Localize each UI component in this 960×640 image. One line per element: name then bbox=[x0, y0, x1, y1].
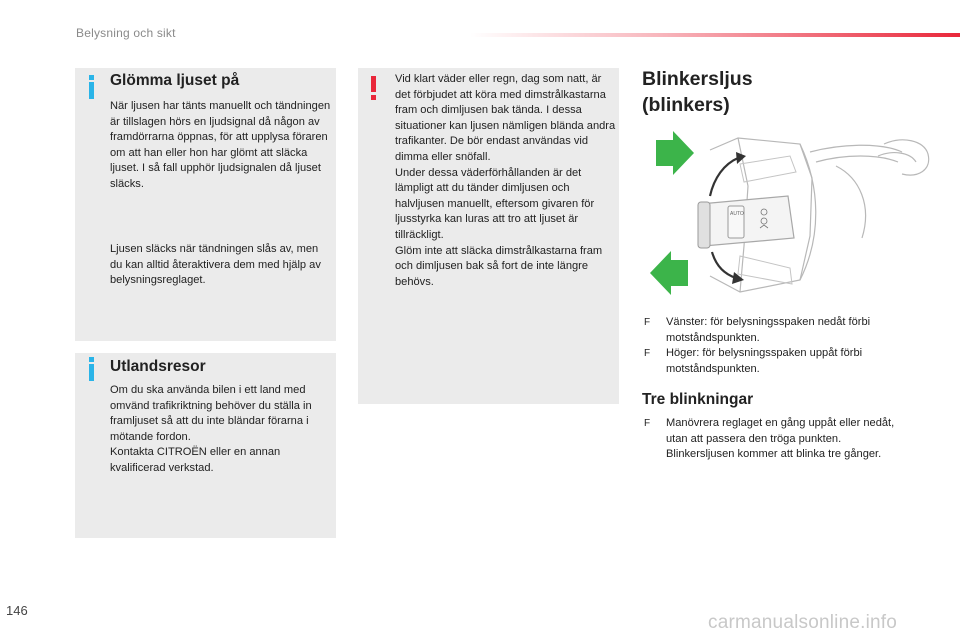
bullet-text: Manövrera reglaget en gång uppåt eller nedåt, utan att passera den tröga punkten. Blinkersljusen kommer att blinka tre gånger. bbox=[666, 417, 895, 461]
paragraph: När ljusen har tänts manuellt och tändningen är tillslagen hörs en ljudsignal då någon av framdörrarna öppnas, för att upplysa föraren om att han eller hon har glömt att släcka ljuset. I så fall upphör ljudsignalen då ljuset släcks. bbox=[110, 100, 331, 190]
turn-right-arrow-icon bbox=[656, 131, 694, 175]
three-blinks-bullet-list bbox=[642, 416, 912, 463]
paragraph: Ljusen släcks när tändningen slås av, men du kan alltid återaktivera dem med hjälp av belysningsreglaget. bbox=[110, 243, 321, 287]
list-item bbox=[642, 416, 912, 463]
paragraph: Under dessa väderförhållanden är det lämpligt att du tänder dimljusen och halvljusen manuellt, eftersom givaren för ljusstyrka kan luras att tro att ljuset är tillräckligt. bbox=[395, 166, 595, 241]
indicator-stalk-illustration bbox=[640, 126, 940, 306]
box-text bbox=[395, 72, 617, 290]
box-title: Utlandsresor bbox=[110, 358, 206, 375]
turn-left-arrow-icon bbox=[650, 251, 688, 295]
light-stalk bbox=[698, 196, 794, 248]
warning-icon bbox=[369, 76, 379, 100]
blinkers-title bbox=[642, 66, 753, 118]
page-number: 146 bbox=[6, 603, 28, 618]
paragraph: Glöm inte att släcka dimstrålkastarna fram och dimljusen bak så fort de inte längre behövs. bbox=[395, 244, 603, 288]
bullet-marker-icon: F bbox=[644, 348, 651, 360]
box-text bbox=[110, 383, 332, 477]
bullet-text: Höger: för belysningsspaken uppåt förbi motståndspunkten. bbox=[666, 347, 863, 375]
box-text bbox=[110, 99, 332, 193]
bullet-marker-icon: F bbox=[644, 317, 651, 328]
box-title: Glömma ljuset på bbox=[110, 72, 240, 89]
three-blinks-title: Tre blinkningar bbox=[642, 391, 754, 408]
info-box-forget-lights bbox=[75, 68, 336, 341]
paragraph: Om du ska använda bilen i ett land med omvänd trafikriktning behöver du ställa in framljuset så att du inte bländar förarna i mötande fordon. bbox=[110, 384, 312, 443]
list-item bbox=[642, 315, 912, 346]
watermark: carmanualsonline.info bbox=[708, 612, 898, 633]
box-text bbox=[110, 242, 332, 289]
bullet-marker-icon: F bbox=[644, 418, 651, 429]
bullet-text: Vänster: för belysningsspaken nedåt förbi motståndspunkten. bbox=[666, 316, 871, 344]
paragraph: Vid klart väder eller regn, dag som natt, är det förbjudet att köra med dimstrålkastarna fram och dimljusen bak tända. I dessa situationer kan ljusen nämligen blända andra trafikanter. De bör endast användas vid dimma eller snöfall. bbox=[395, 73, 616, 163]
blinkers-bullet-list bbox=[642, 315, 912, 377]
blinkers-title-line: (blinkers) bbox=[642, 94, 730, 116]
stalk-auto-label: AUTO bbox=[730, 211, 744, 217]
up-arrow-icon bbox=[710, 152, 746, 196]
blinkers-title-line: Blinkersljus bbox=[642, 68, 753, 90]
info-icon bbox=[87, 357, 97, 381]
section-header-title: Belysning och sikt bbox=[76, 26, 176, 40]
info-box-abroad bbox=[75, 353, 336, 538]
warning-box-fog-lights bbox=[358, 68, 619, 404]
paragraph: Kontakta CITROËN eller en annan kvalificerad verkstad. bbox=[110, 446, 281, 474]
header-accent-bar bbox=[470, 33, 960, 37]
list-item bbox=[642, 346, 912, 377]
info-icon bbox=[87, 75, 97, 99]
